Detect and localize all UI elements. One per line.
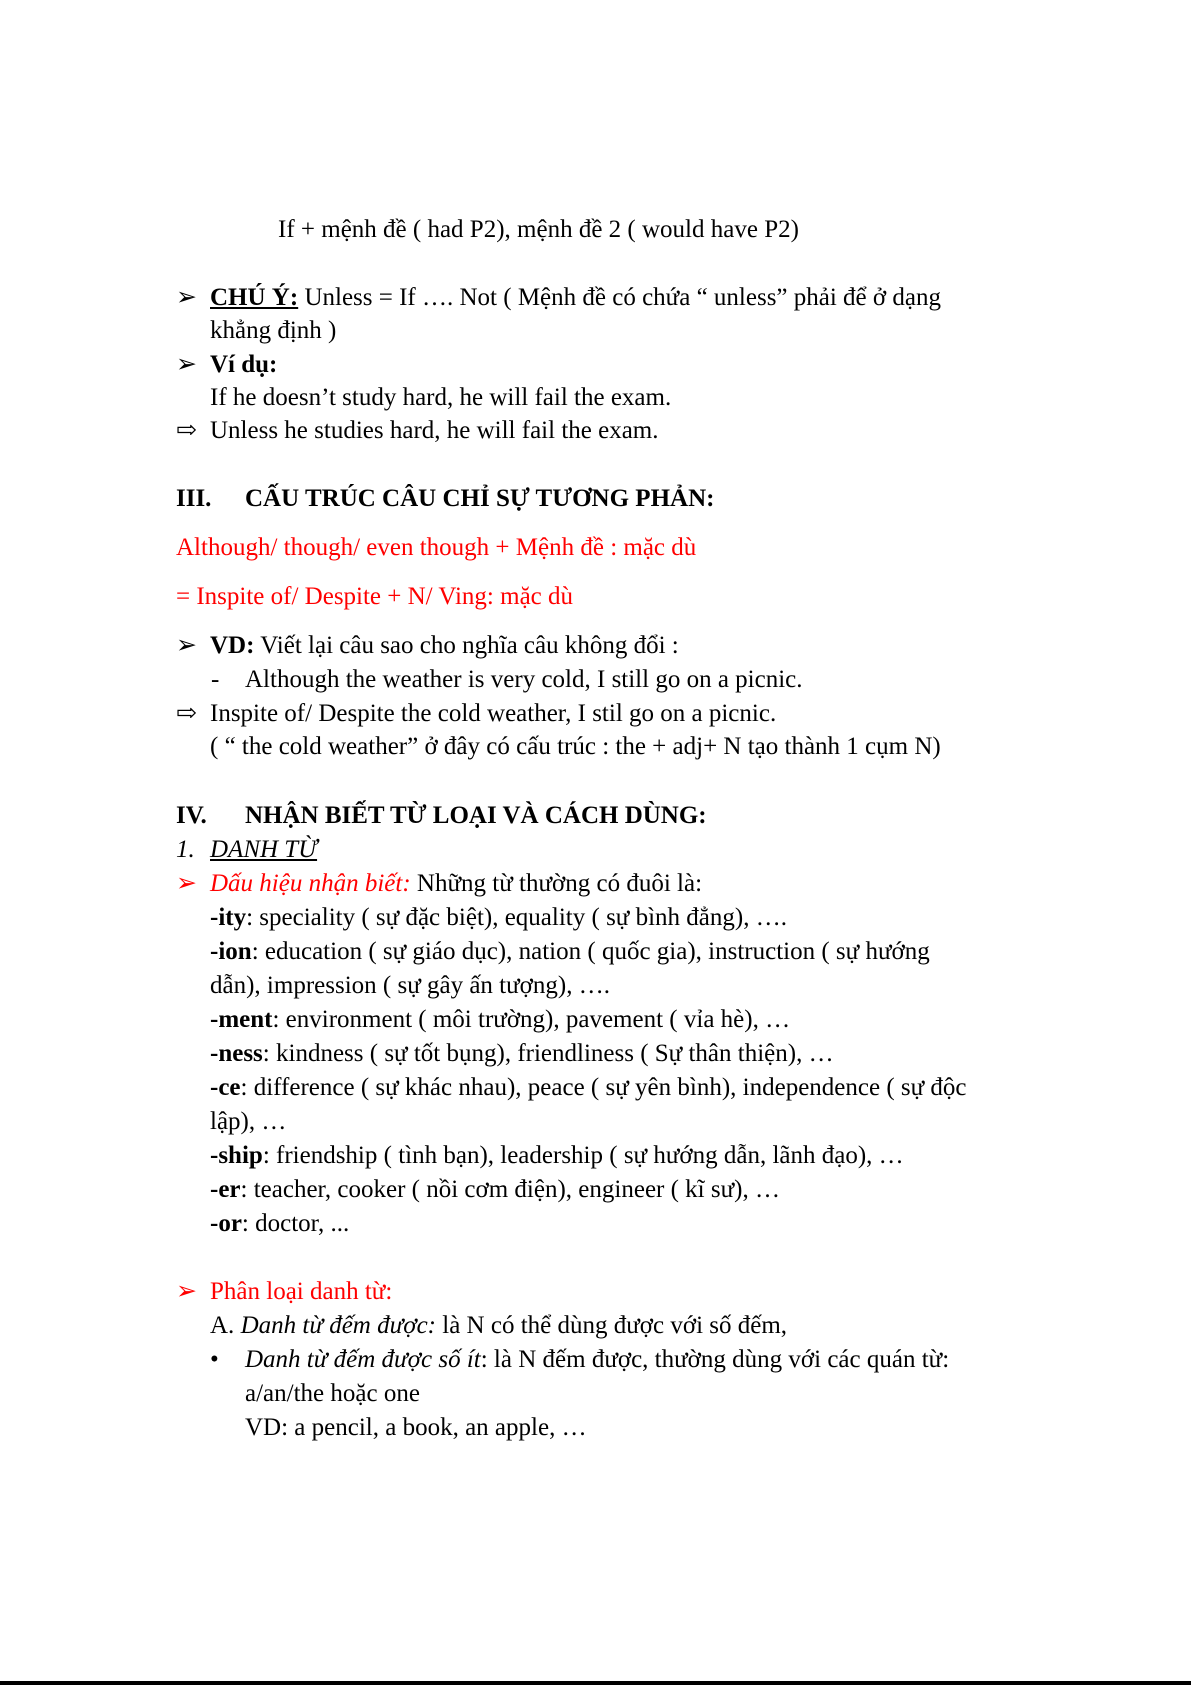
suffix-examples: : doctor, ...: [241, 1210, 350, 1237]
singular-label: Danh từ đếm được số ít: [245, 1346, 481, 1373]
suffix-examples: : education ( sự giáo dục), nation ( quốc gia), instruction ( sự hướng: [251, 938, 930, 965]
suffix: -ity: [210, 904, 247, 931]
example-result: Unless he studies hard, he will fail the exam.: [210, 417, 659, 444]
section-4-title: NHẬN BIẾT TỪ LOẠI VÀ CÁCH DÙNG:: [245, 802, 707, 829]
suffix-line: [210, 969, 610, 1003]
implies-arrow-icon: ⇨: [176, 417, 197, 444]
suffix-line: [210, 1071, 967, 1105]
suffix-line: [210, 901, 787, 935]
implies-arrow-icon: ⇨: [176, 700, 197, 727]
suffix-line: [210, 1139, 904, 1173]
section-4-heading: [176, 799, 707, 833]
subsection-title: DANH TỪ: [210, 836, 318, 863]
singular-continuation: a/an/the hoặc one: [245, 1380, 420, 1407]
countable-prefix: A.: [210, 1312, 241, 1339]
rewrite-sentence: Inspite of/ Despite the cold weather, I stil go on a picnic.: [210, 700, 777, 727]
classify-heading: Phân loại danh từ:: [210, 1278, 393, 1305]
suffix-line: [210, 935, 930, 969]
singular-example: VD: a pencil, a book, an apple, …: [245, 1414, 587, 1441]
vd-text: Viết lại câu sao cho nghĩa câu không đổi :: [254, 632, 679, 659]
dash-marker: -: [211, 666, 220, 693]
example-label: Ví dụ:: [210, 351, 278, 378]
suffix-examples: lập), …: [210, 1108, 287, 1135]
suffix-line: [210, 1037, 834, 1071]
section-3-heading: [176, 482, 715, 516]
note-label: CHÚ Ý:: [210, 284, 299, 311]
note-continuation: khẳng định ): [210, 317, 337, 344]
suffix-line: [210, 1003, 790, 1037]
formula-line: If + mệnh đề ( had P2), mệnh đề 2 ( would have P2): [278, 216, 799, 243]
suffix-examples: : difference ( sự khác nhau), peace ( sự yên bình), independence ( sự độc: [240, 1074, 967, 1101]
countable-label: Danh từ đếm được:: [240, 1312, 436, 1339]
suffix: -or: [210, 1210, 242, 1237]
original-sentence: Although the weather is very cold, I still go on a picnic.: [245, 666, 803, 693]
arrowhead-bullet-icon: ➢: [176, 284, 197, 311]
suffix: -er: [210, 1176, 241, 1203]
contrast-rule-2: = Inspite of/ Despite + N/ Ving: mặc dù: [176, 583, 574, 610]
suffix-examples: : teacher, cooker ( nồi cơm điện), engineer ( kĩ sư), …: [240, 1176, 780, 1203]
subsection-heading: [176, 833, 318, 867]
suffix: -ion: [210, 938, 252, 965]
suffix-line: [210, 1207, 349, 1241]
suffix-line: [210, 1105, 286, 1139]
suffix-examples: : environment ( môi trường), pavement ( vỉa hè), …: [272, 1006, 791, 1033]
page-bottom-border: [0, 1681, 1191, 1685]
section-3-title: CẤU TRÚC CÂU CHỈ SỰ TƯƠNG PHẢN:: [245, 485, 715, 512]
suffix-examples: : kindness ( sự tốt bụng), friendliness ( Sự thân thiện), …: [262, 1040, 834, 1067]
subsection-number: 1.: [176, 836, 195, 863]
arrowhead-bullet-icon: ➢: [176, 351, 197, 378]
signs-text: Những từ thường có đuôi là:: [410, 870, 703, 897]
contrast-rule-1: Although/ though/ even though + Mệnh đề : mặc dù: [176, 534, 697, 561]
note-text: Unless = If …. Not ( Mệnh đề có chứa “ unless” phải để ở dạng: [298, 284, 941, 311]
vd-label: VD:: [210, 632, 255, 659]
countable-text: là N có thể dùng được với số đếm,: [436, 1312, 788, 1339]
suffix: -ce: [210, 1074, 241, 1101]
suffix-examples: : speciality ( sự đặc biệt), equality ( sự bình đẳng), ….: [246, 904, 787, 931]
bullet-dot-icon: •: [210, 1346, 219, 1373]
section-4-number: IV.: [176, 802, 207, 829]
singular-countable-line: [210, 1343, 950, 1377]
suffix-examples: dẫn), impression ( sự gây ấn tượng), ….: [210, 972, 610, 999]
countable-noun-line: [210, 1309, 787, 1343]
arrowhead-bullet-icon: ➢: [176, 870, 197, 897]
suffix-examples: : friendship ( tình bạn), leadership ( sự hướng dẫn, lãnh đạo), …: [262, 1142, 904, 1169]
singular-text: : là N đếm được, thường dùng với các quán từ:: [480, 1346, 950, 1373]
suffix: -ment: [210, 1006, 273, 1033]
section-3-number: III.: [176, 485, 212, 512]
signs-label: Dấu hiệu nhận biết:: [210, 870, 411, 897]
original-sentence-line: [211, 663, 803, 697]
example-sentence: If he doesn’t study hard, he will fail the exam.: [210, 384, 672, 411]
suffix: -ness: [210, 1040, 263, 1067]
arrowhead-bullet-icon: ➢: [176, 632, 197, 659]
rewrite-explanation: ( “ the cold weather” ở đây có cấu trúc : the + adj+ N tạo thành 1 cụm N): [210, 733, 941, 760]
arrowhead-bullet-icon: ➢: [176, 1278, 197, 1305]
suffix-line: [210, 1173, 780, 1207]
suffix: -ship: [210, 1142, 263, 1169]
